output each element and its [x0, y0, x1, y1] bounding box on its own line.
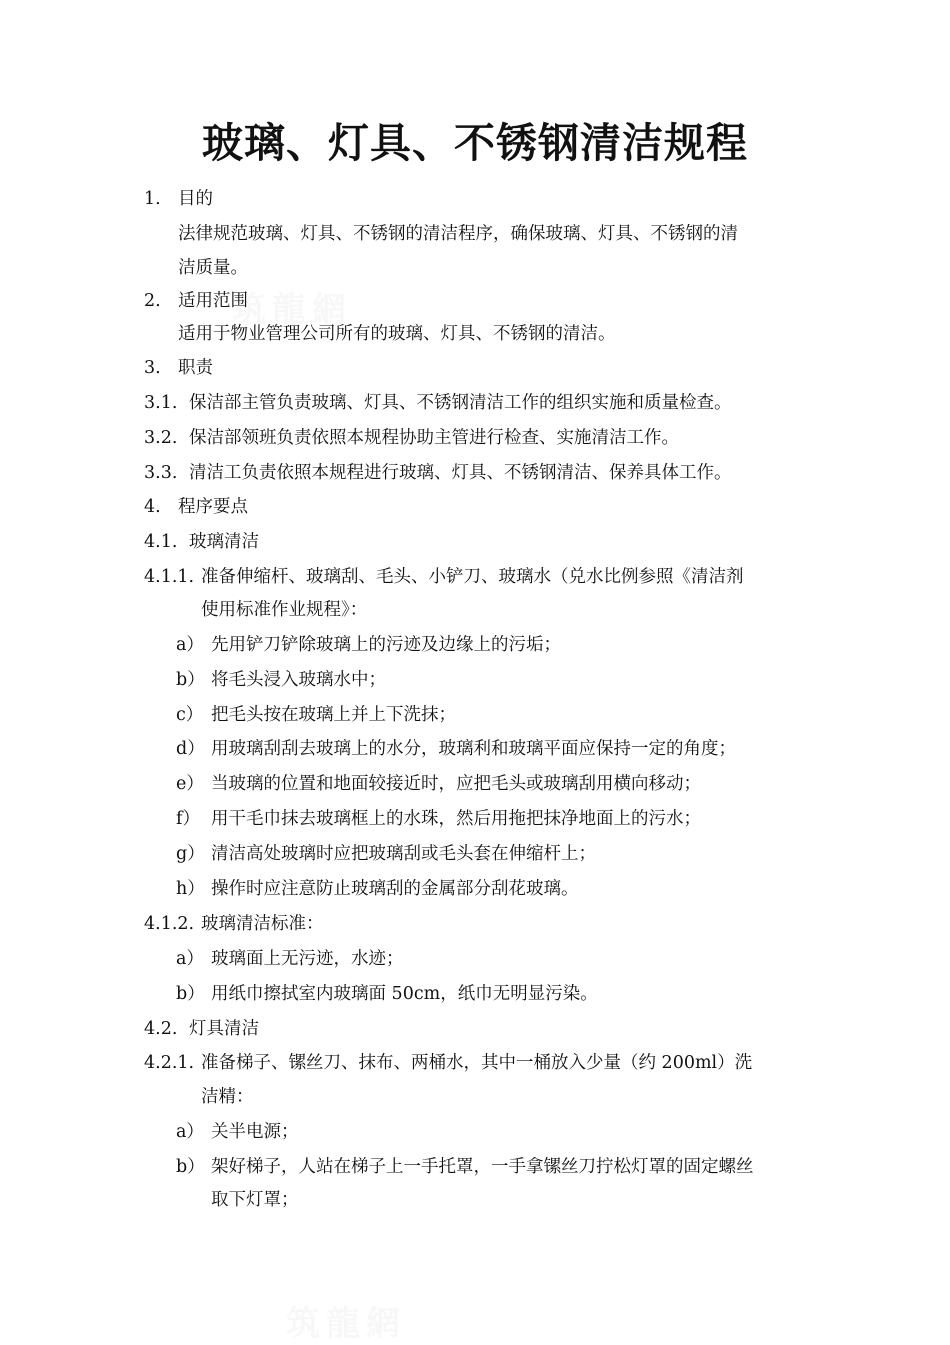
subsection-number: 4.2. — [144, 1019, 178, 1039]
list-marker: f） — [176, 809, 200, 829]
list-marker: g） — [176, 844, 205, 864]
watermark: 筑龍網 — [286, 1304, 406, 1344]
paragraph-line: 准备伸缩杆、玻璃刮、毛头、小铲刀、玻璃水（兑水比例参照《清洁剂 — [201, 567, 744, 587]
subsection-number: 3.1. — [144, 393, 178, 413]
list-marker: b） — [176, 984, 205, 1004]
section-heading: 适用范围 — [178, 291, 248, 311]
watermark: 筑龍網 — [232, 290, 352, 330]
paragraph-line: 玻璃清洁标准： — [201, 914, 324, 934]
list-item: 操作时应注意防止玻璃刮的金属部分刮花玻璃。 — [211, 879, 579, 899]
subsection-number: 3.2. — [144, 428, 178, 448]
section-number: 3. — [144, 358, 161, 378]
list-marker: a） — [176, 949, 204, 969]
list-marker: e） — [176, 774, 204, 794]
list-marker: a） — [176, 635, 204, 655]
list-item: 用纸巾擦拭室内玻璃面 50cm，纸巾无明显污染。 — [211, 984, 598, 1004]
section-number: 4. — [144, 497, 161, 517]
paragraph-line: 清洁工负责依照本规程进行玻璃、灯具、不锈钢清洁、保养具体工作。 — [189, 463, 732, 483]
subsection-number: 4.1. — [144, 532, 178, 552]
list-marker: c） — [176, 705, 204, 725]
subsection-number: 4.2.1. — [144, 1053, 195, 1073]
section-heading: 目的 — [178, 189, 213, 209]
document-title: 玻璃、灯具、不锈钢清洁规程 — [202, 119, 748, 167]
list-item: 先用铲刀铲除玻璃上的污迹及边缘上的污垢； — [211, 635, 561, 655]
subsection-number: 3.3. — [144, 463, 178, 483]
list-item: 把毛头按在玻璃上并上下洗抹； — [211, 705, 456, 725]
list-item: 当玻璃的位置和地面较接近时，应把毛头或玻璃刮用横向移动； — [211, 774, 701, 794]
section-heading: 职责 — [178, 358, 213, 378]
list-item: 架好梯子，人站在梯子上一手托罩，一手拿镙丝刀拧松灯罩的固定螺丝 — [211, 1157, 754, 1177]
list-item: 清洁高处玻璃时应把玻璃刮或毛头套在伸缩杆上； — [211, 844, 596, 864]
section-number: 1. — [144, 189, 161, 209]
paragraph-line: 洁精： — [201, 1087, 254, 1107]
list-marker: h） — [176, 879, 205, 899]
paragraph-line: 使用标准作业规程》： — [201, 600, 368, 620]
subsection-heading: 灯具清洁 — [189, 1019, 259, 1039]
paragraph-line: 洁质量。 — [178, 258, 248, 278]
list-item: 关半电源； — [211, 1122, 299, 1142]
paragraph-line: 保洁部领班负责依照本规程协助主管进行检查、实施清洁工作。 — [189, 428, 679, 448]
list-item: 用干毛巾抹去玻璃框上的水珠，然后用拖把抹净地面上的污水； — [211, 809, 701, 829]
paragraph-line: 适用于物业管理公司所有的玻璃、灯具、不锈钢的清洁。 — [178, 324, 616, 344]
subsection-heading: 玻璃清洁 — [189, 532, 259, 552]
paragraph-line: 保洁部主管负责玻璃、灯具、不锈钢清洁工作的组织实施和质量检查。 — [189, 393, 732, 413]
list-item: 用玻璃刮刮去玻璃上的水分，玻璃利和玻璃平面应保持一定的角度； — [211, 739, 736, 759]
subsection-number: 4.1.1. — [144, 567, 195, 587]
list-item: 玻璃面上无污迹，水迹； — [211, 949, 404, 969]
subsection-number: 4.1.2. — [144, 914, 195, 934]
list-marker: d） — [176, 739, 205, 759]
list-marker: a） — [176, 1122, 204, 1142]
paragraph-line: 法律规范玻璃、灯具、不锈钢的清洁程序，确保玻璃、灯具、不锈钢的清 — [178, 224, 738, 244]
section-heading: 程序要点 — [178, 497, 248, 517]
list-marker: b） — [176, 670, 205, 690]
section-number: 2. — [144, 291, 161, 311]
list-marker: b） — [176, 1157, 205, 1177]
list-item: 将毛头浸入玻璃水中； — [211, 670, 386, 690]
list-item: 取下灯罩； — [211, 1190, 299, 1210]
paragraph-line: 准备梯子、镙丝刀、抹布、两桶水，其中一桶放入少量（约 200ml）洗 — [201, 1053, 753, 1073]
